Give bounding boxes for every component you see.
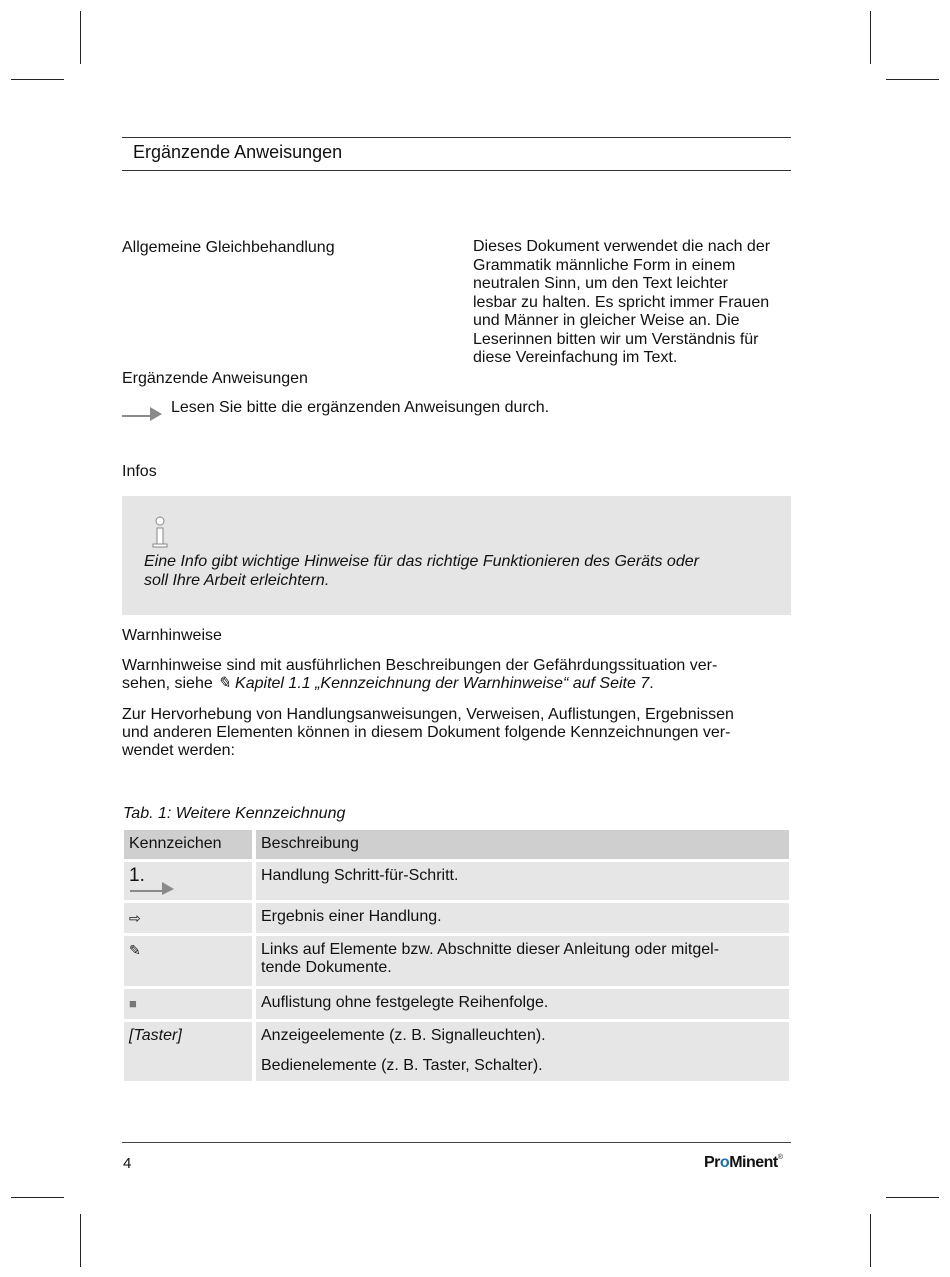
infos-heading: Infos: [122, 463, 157, 480]
table-header-cell: [256, 830, 789, 859]
info-icon: [150, 516, 172, 550]
header-label: Kennzeichen: [129, 835, 222, 852]
equal-treatment-text: [473, 238, 793, 368]
text-line: Eine Info gibt wichtige Hinweise für das richtige Funktionieren des Geräts oder: [144, 553, 699, 570]
link-icon: ✎: [129, 942, 141, 958]
registered-mark: ®: [777, 1154, 783, 1161]
link-icon: ✎: [217, 675, 231, 692]
text-fragment: .: [649, 675, 654, 692]
table-cell-description: [256, 903, 789, 933]
text-line: neutralen Sinn, um den Text leichter: [473, 275, 728, 292]
logo-text: Pr: [704, 1154, 720, 1171]
warnings-paragraph-1: [122, 657, 791, 693]
table-row: [122, 1022, 791, 1081]
text-fragment: sehen, siehe: [122, 675, 213, 692]
warnings-paragraph-2: [122, 706, 791, 760]
text-line: Anzeigeelemente (z. B. Signalleuchten).: [261, 1027, 546, 1044]
table-header-row: [122, 830, 791, 859]
page-number: 4: [123, 1155, 132, 1172]
crop-mark: [870, 1214, 871, 1267]
table-row: [122, 903, 791, 933]
table-cell-mark: [124, 903, 252, 933]
table-cell-mark: [124, 989, 252, 1019]
text-line: Zur Hervorhebung von Handlungsanweisungen, Verweisen, Auflistungen, Ergebnissen: [122, 706, 734, 723]
crop-mark: [886, 79, 939, 80]
crop-mark: [11, 79, 64, 80]
text-line: soll Ihre Arbeit erleichtern.: [144, 571, 330, 589]
table-cell-description: [256, 1022, 789, 1081]
brand-logo: [704, 1154, 782, 1172]
header-top-rule: [122, 137, 791, 138]
footer-rule: [122, 1142, 791, 1143]
text-line: lesbar zu halten. Es spricht immer Frauen: [473, 293, 770, 311]
info-text: [144, 553, 754, 590]
page-title: Ergänzende Anweisungen: [133, 142, 343, 162]
table-cell-mark: [124, 1022, 252, 1081]
bullet-square-icon: ■: [129, 996, 137, 1011]
step-arrow-icon: [130, 879, 174, 895]
text-line: Links auf Elemente bzw. Abschnitte dieser Anleitung oder mitgel-: [261, 941, 720, 958]
cross-reference-link[interactable]: [217, 675, 649, 692]
text-line: und Männer in gleicher Weise an. Die: [473, 312, 740, 329]
result-arrow-icon: ⇨: [129, 910, 141, 926]
table-cell-mark: [124, 862, 252, 900]
step-number: 1.: [129, 865, 145, 886]
info-box: [122, 496, 791, 615]
description-text: [261, 941, 776, 977]
text-line: wendet werden:: [122, 742, 235, 759]
text-line: und anderen Elementen können in diesem Dokument folgende Kennzeichnungen ver-: [122, 724, 731, 741]
table-row: [122, 989, 791, 1019]
crop-mark: [886, 1197, 939, 1198]
table-cell-description: [256, 989, 789, 1019]
logo-text: Minent: [729, 1154, 778, 1171]
logo-text: o: [719, 1154, 730, 1171]
action-arrow-icon: [122, 403, 162, 421]
description-text: Ergebnis einer Handlung.: [261, 908, 442, 925]
text-line: diese Vereinfachung im Text.: [473, 349, 678, 366]
text-line: Leserinnen bitten wir um Verständnis für: [473, 330, 759, 348]
table-cell-description: [256, 862, 789, 900]
text-line: Dieses Dokument verwendet die nach der: [473, 238, 771, 255]
crop-mark: [80, 11, 81, 64]
text-line: Grammatik männliche Form in einem: [473, 256, 736, 274]
text-line: Warnhinweise sind mit ausführlichen Beschreibungen der Gefährdungssituation ver-: [122, 657, 718, 674]
crop-mark: [11, 1197, 64, 1198]
description-text: [261, 1027, 776, 1075]
table-row: [122, 936, 791, 986]
warnings-heading: Warnhinweise: [122, 627, 222, 644]
header-label: Beschreibung: [261, 835, 359, 852]
table-header-cell: [124, 830, 252, 859]
text-line: Bedienelemente (z. B. Taster, Schalter).: [261, 1057, 543, 1074]
table-cell-description: [256, 936, 789, 986]
equal-treatment-heading: Allgemeine Gleichbehandlung: [122, 239, 335, 256]
text-line: [122, 675, 791, 693]
description-text: Handlung Schritt-für-Schritt.: [261, 867, 459, 884]
crop-mark: [870, 11, 871, 64]
table-cell-mark: [124, 936, 252, 986]
supplementary-instruction: Lesen Sie bitte die ergänzenden Anweisungen durch.: [171, 399, 550, 416]
table-row: [122, 862, 791, 900]
text-line: tende Dokumente.: [261, 959, 392, 976]
header-bottom-rule: [122, 170, 791, 171]
table-caption: Tab. 1: Weitere Kennzeichnung: [123, 805, 346, 822]
description-text: Auflistung ohne festgelegte Reihenfolge.: [261, 994, 549, 1011]
supplementary-heading: Ergänzende Anweisungen: [122, 370, 308, 387]
cross-reference-text: Kapitel 1.1 „Kennzeichnung der Warnhinweise“ auf Seite 7: [235, 675, 650, 692]
crop-mark: [80, 1214, 81, 1267]
key-label: [Taster]: [129, 1027, 182, 1044]
